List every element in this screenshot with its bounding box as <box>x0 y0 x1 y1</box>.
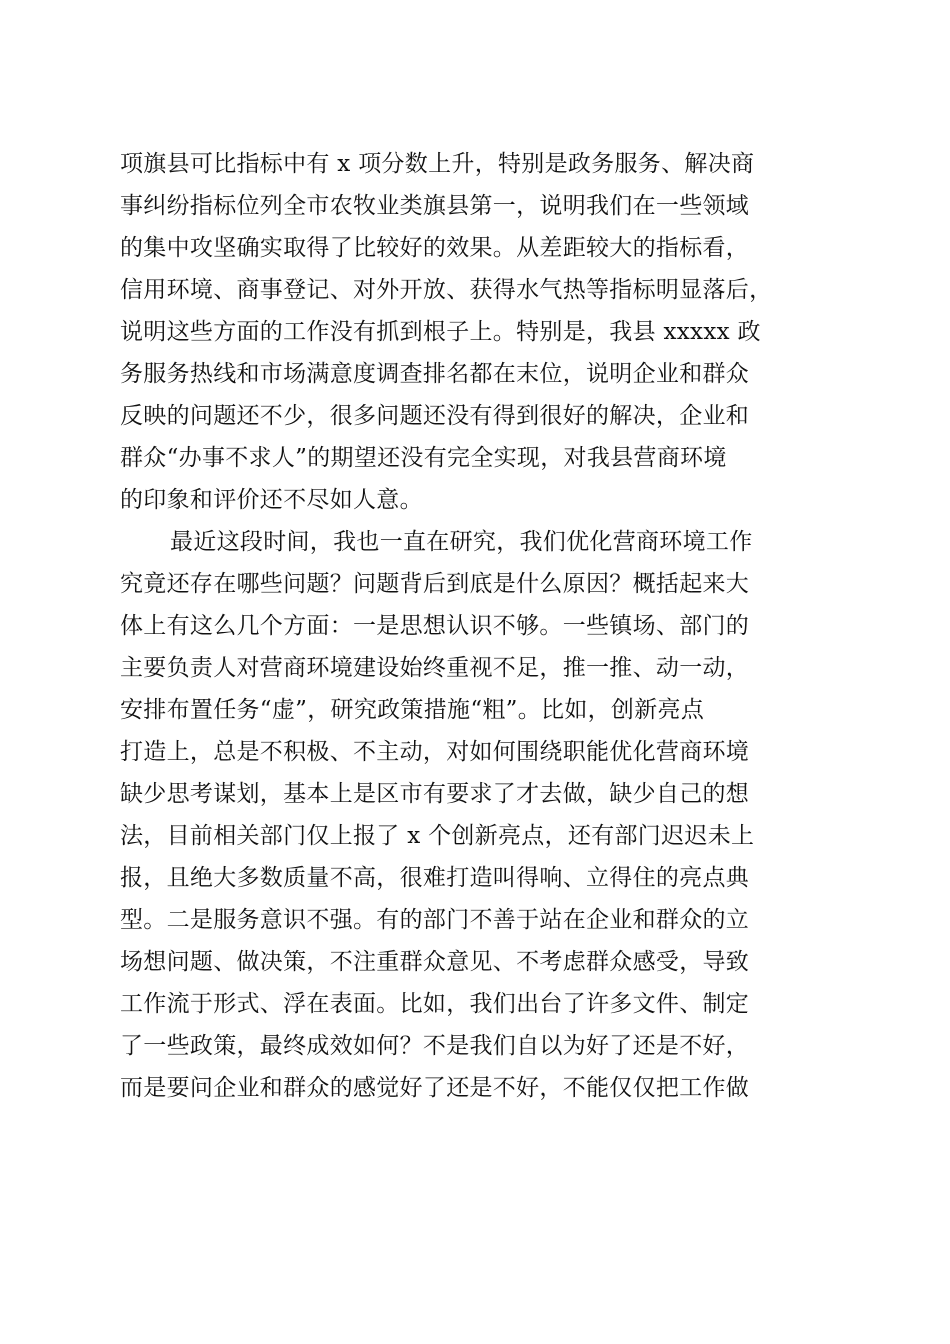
paragraph-2 <box>120 521 830 1109</box>
text-line: 主要负责人对营商环境建设始终重视不足，推一推、动一动， <box>120 655 750 681</box>
text-line: 体上有这么几个方面：一是思想认识不够。一些镇场、部门的 <box>120 613 750 639</box>
text-line: 最近这段时间，我也一直在研究，我们优化营商环境工作 <box>170 529 753 555</box>
text-line: 打造上，总是不积极、不主动，对如何围绕职能优化营商环境 <box>120 739 750 765</box>
text-line: 群众“办事不求人”的期望还没有完全实现，对我县营商环境 <box>120 445 727 471</box>
text-line: 反映的问题还不少，很多问题还没有得到很好的解决，企业和 <box>120 403 750 429</box>
text-line: 项旗县可比指标中有 x 项分数上升，特别是政务服务、解决商 <box>120 151 755 177</box>
paragraph-1 <box>120 143 830 521</box>
text-line: 的印象和评价还不尽如人意。 <box>120 487 423 513</box>
text-line: 法，目前相关部门仅上报了 x 个创新亮点，还有部门迟迟未上 <box>120 823 755 849</box>
text-line: 了一些政策，最终成效如何？不是我们自以为好了还是不好， <box>120 1033 750 1059</box>
text-line: 务服务热线和市场满意度调查排名都在末位，说明企业和群众 <box>120 361 750 387</box>
text-line: 工作流于形式、浮在表面。比如，我们出台了许多文件、制定 <box>120 991 750 1017</box>
text-line: 场想问题、做决策，不注重群众意见、不考虑群众感受，导致 <box>120 949 750 975</box>
text-line: 事纠纷指标位列全市农牧业类旗县第一，说明我们在一些领域 <box>120 193 750 219</box>
text-line: 型。二是服务意识不强。有的部门不善于站在企业和群众的立 <box>120 907 750 933</box>
text-line: 报，且绝大多数质量不高，很难打造叫得响、立得住的亮点典 <box>120 865 750 891</box>
text-line: 说明这些方面的工作没有抓到根子上。特别是，我县 xxxxx 政 <box>120 319 761 345</box>
text-line: 缺少思考谋划，基本上是区市有要求了才去做，缺少自己的想 <box>120 781 750 807</box>
document-body <box>120 143 830 1109</box>
text-line: 的集中攻坚确实取得了比较好的效果。从差距较大的指标看， <box>120 235 750 261</box>
text-line: 安排布置任务“虚”，研究政策措施“粗”。比如，创新亮点 <box>120 697 705 723</box>
text-line: 而是要问企业和群众的感觉好了还是不好，不能仅仅把工作做 <box>120 1075 750 1101</box>
text-line: 信用环境、商事登记、对外开放、获得水气热等指标明显落后， <box>120 277 773 303</box>
text-line: 究竟还存在哪些问题？问题背后到底是什么原因？概括起来大 <box>120 571 750 597</box>
